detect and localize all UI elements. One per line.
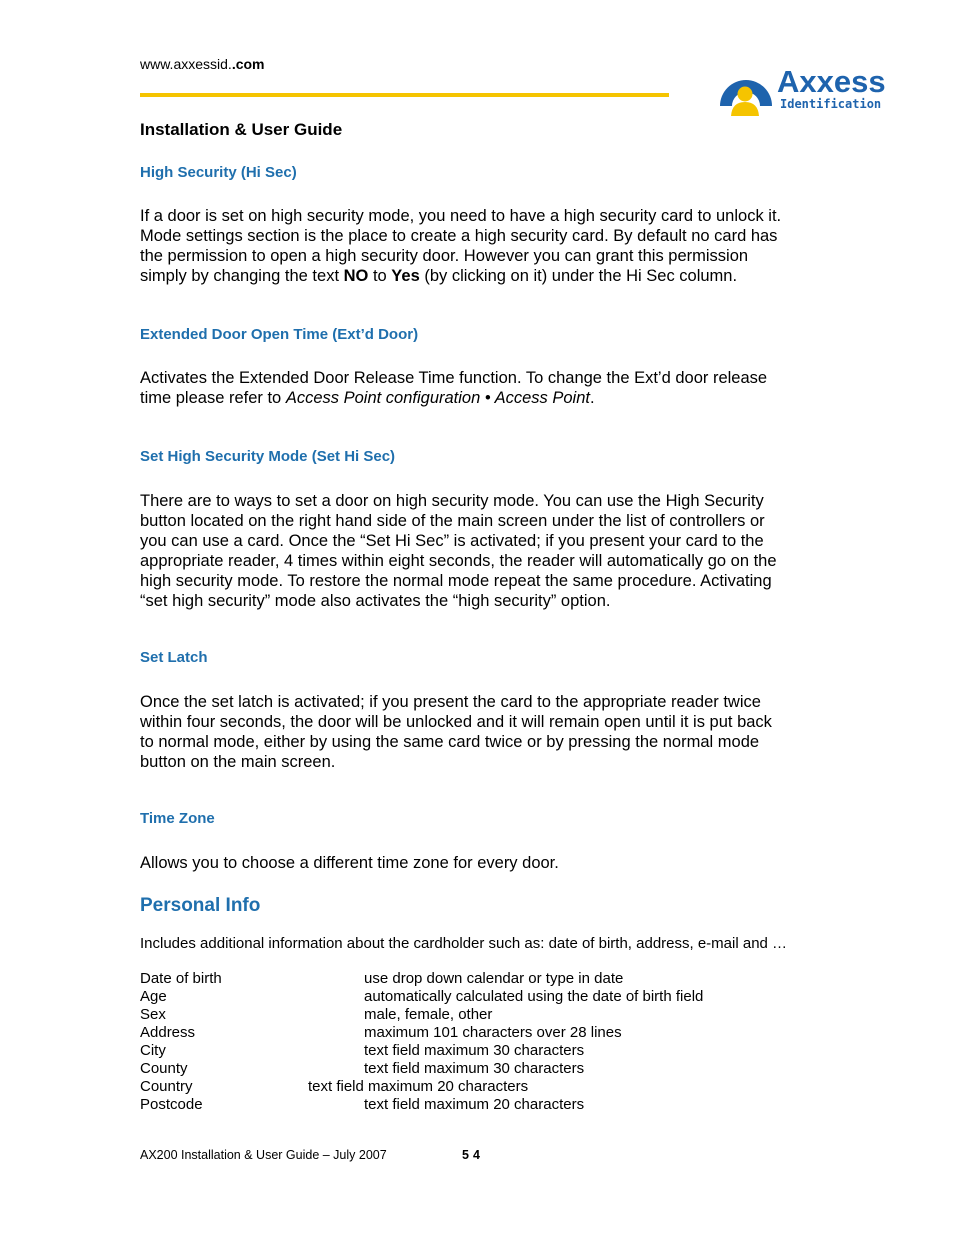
text-span: (by clicking on it) under the Hi Sec column. — [419, 267, 738, 285]
text-line: There are to ways to set a door on high security mode. You can use the High Security — [140, 492, 764, 510]
field-description: text field maximum 20 characters — [308, 1078, 529, 1095]
field-name: Country — [140, 1078, 193, 1095]
paragraph-time-zone — [140, 853, 820, 873]
text-line: Once the set latch is activated; if you present the card to the appropriate reader twice — [140, 693, 761, 711]
text-line: within four seconds, the door will be unlocked and it will remain open until it is put back — [140, 713, 772, 731]
field-description: maximum 101 characters over 28 lines — [364, 1024, 622, 1041]
text-span: simply by changing the text — [140, 267, 344, 285]
text-span: time please refer to — [140, 389, 286, 407]
paragraph-extended-door — [140, 368, 820, 408]
text-span: to — [368, 267, 392, 285]
heading-time-zone: Time Zone — [140, 810, 215, 827]
heading-set-high-security: Set High Security Mode (Set Hi Sec) — [140, 448, 396, 465]
menu-path-reference: Access Point configuration • Access Point — [285, 389, 590, 407]
paragraph-high-security — [140, 206, 820, 286]
text-line: the permission to open a high security door. However you can grant this permission — [140, 247, 749, 265]
field-name: Sex — [140, 1006, 166, 1023]
text-line: button located on the right hand side of the main screen under the list of controllers or — [140, 512, 765, 530]
field-name: Age — [140, 988, 167, 1005]
heading-set-latch: Set Latch — [140, 649, 208, 666]
text-line: to normal mode, either by using the same card twice or by pressing the normal mode — [140, 733, 760, 751]
heading-high-security: High Security (Hi Sec) — [140, 164, 297, 181]
text-line: Allows you to choose a different time zone for every door. — [140, 854, 559, 872]
logo-word: Axxess — [777, 64, 886, 99]
axxess-logo — [712, 54, 892, 120]
logo-subtitle: Identification — [780, 97, 882, 111]
text-line: If a door is set on high security mode, you need to have a high security card to unlock it. — [140, 207, 782, 225]
heading-personal-info: Personal Info — [140, 895, 261, 916]
text-line: Activates the Extended Door Release Time function. To change the Ext’d door release — [140, 369, 768, 387]
text-line: high security mode. To restore the normal mode repeat the same procedure. Activating — [140, 572, 772, 590]
bold-no: NO — [343, 267, 369, 285]
paragraph-set-latch — [140, 692, 820, 772]
field-name: Address — [140, 1024, 196, 1041]
field-description: text field maximum 30 characters — [364, 1042, 585, 1059]
text-line — [140, 388, 820, 408]
url-prefix: www.axxessid. — [140, 56, 232, 72]
text-span: . — [589, 389, 595, 407]
field-description: use drop down calendar or type in date — [364, 970, 624, 987]
field-name: Date of birth — [140, 970, 222, 987]
field-description: text field maximum 20 characters — [364, 1096, 585, 1113]
heading-extended-door: Extended Door Open Time (Ext’d Door) — [140, 326, 419, 343]
text-line — [140, 266, 820, 286]
document-title: Installation & User Guide — [140, 120, 343, 139]
page-number: 54 — [462, 1148, 484, 1162]
website-url — [140, 56, 265, 72]
text-line: “set high security” mode also activates the “high security” option. — [140, 592, 611, 610]
field-name: County — [140, 1060, 188, 1077]
field-description: text field maximum 30 characters — [364, 1060, 585, 1077]
field-name: Postcode — [140, 1096, 203, 1113]
paragraph-set-high-security — [140, 491, 820, 611]
footer-text: AX200 Installation & User Guide – July 2007 — [140, 1148, 387, 1162]
header-rule — [140, 93, 669, 97]
field-name: City — [140, 1042, 166, 1059]
text-line: appropriate reader, 4 times within eight seconds, the reader will automatically go on the — [140, 552, 777, 570]
bold-yes: Yes — [391, 267, 420, 285]
url-suffix: .com — [231, 56, 265, 72]
field-description: automatically calculated using the date of birth field — [364, 988, 704, 1005]
text-line: button on the main screen. — [140, 753, 336, 771]
field-description: male, female, other — [364, 1006, 493, 1023]
personal-info-intro: Includes additional information about the cardholder such as: date of birth, address, e-mail and … — [140, 935, 788, 952]
text-line: Mode settings section is the place to create a high security card. By default no card has — [140, 227, 778, 245]
text-line: you can use a card. Once the “Set Hi Sec” is activated; if you present your card to the — [140, 532, 764, 550]
